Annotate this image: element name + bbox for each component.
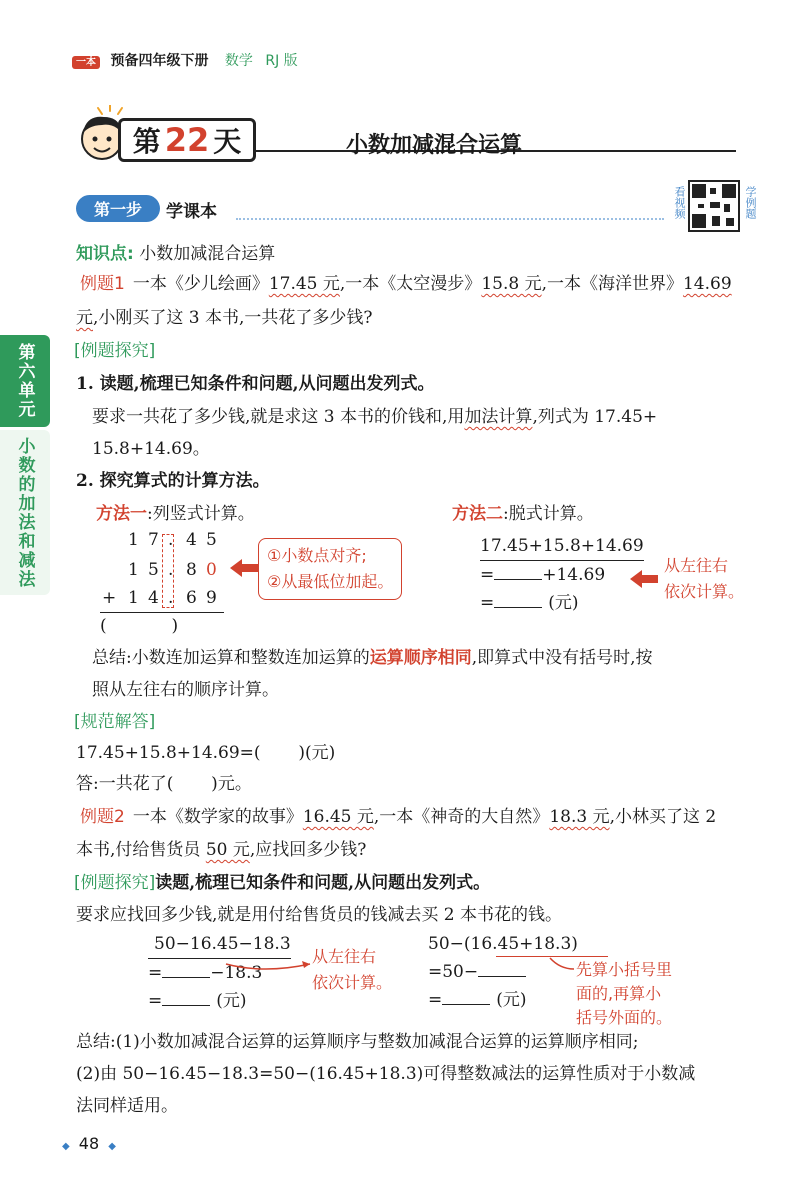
example2-summary-2: (2)由 50−16.45−18.3=50−(16.45+18.3)可得整数减法的运算性质对于小数减 xyxy=(76,1064,696,1084)
method1-note: ①小数点对齐; ②从最低位加起。 xyxy=(258,538,402,600)
brand-badge: 一本 xyxy=(72,56,100,69)
page-number: ◆ 48 ◆ xyxy=(62,1134,116,1153)
method2-note: 从左往右 依次计算。 xyxy=(664,556,745,601)
method2-title: 方法二:脱式计算。 xyxy=(452,504,594,524)
example2-left-note: 从左往右 依次计算。 xyxy=(312,947,393,992)
book-name: 预备四年级下册 xyxy=(110,53,209,69)
left-arrow-icon-2 xyxy=(628,568,660,594)
left-arrow-icon xyxy=(228,557,260,583)
day-prefix: 第 xyxy=(132,125,161,158)
method2-line2: = +14.69 xyxy=(480,565,606,585)
knowledge-point xyxy=(76,242,275,266)
example2-left-expression: 50−16.45−18.3 = −18.3 = (元) xyxy=(148,930,291,1015)
qr-left-text: 看视频 xyxy=(673,186,686,219)
example1-line1: 例题1 一本《少儿绘画》17.45 元,一本《太空漫步》15.8 元,一本《海洋世界》14.69 xyxy=(80,274,732,294)
example1-line2: 元,小刚买了这 3 本书,一共花了多少钱? xyxy=(76,308,373,328)
vertical-dotted-box xyxy=(162,534,174,608)
sidebar-topic-tab: 小数的加法和减法 xyxy=(0,430,50,595)
day-suffix: 天 xyxy=(213,125,242,158)
knowledge-label: 知识点: xyxy=(76,244,134,264)
example1-label: 例题1 xyxy=(80,274,125,294)
method1-title: 方法一:列竖式计算。 xyxy=(96,504,255,524)
sidebar-unit-tab: 第六单元 xyxy=(0,335,50,427)
example2-right-expression: 50−(16.45+18.3) =50− = (元) xyxy=(428,934,578,1010)
step-dotted-rule xyxy=(236,218,664,220)
method2-line1: 17.45+15.8+14.69 xyxy=(480,532,644,561)
vertical-result: ( ) xyxy=(100,616,179,636)
day-title xyxy=(118,118,256,162)
answer-equation: 17.45+15.8+14.69=( )(元) xyxy=(76,743,336,763)
method2-line3: = (元) xyxy=(480,593,579,613)
vertical-sum-line xyxy=(100,612,224,613)
qr-code-icon xyxy=(688,180,740,232)
example2-summary-3: 法同样适用。 xyxy=(76,1096,178,1116)
vertical-addition: 1 7 . 4 5 1 5 . 8 0 + 1 4 . 6 9 ( ) xyxy=(96,530,226,630)
step-label: 学课本 xyxy=(166,202,217,222)
example1-summary: 总结:小数连加运算和整数连加运算的运算顺序相同,即算式中没有括号时,按 xyxy=(92,648,653,668)
example2-label: 例题2 xyxy=(80,807,125,827)
example2-summary-1: 总结:(1)小数加减混合运算的运算顺序与整数加减混合运算的运算顺序相同; xyxy=(76,1032,639,1052)
answer-text: 答:一共花了( )元。 xyxy=(76,774,252,794)
answer-tag: [规范解答] xyxy=(74,712,156,732)
lesson-title: 小数加减混合运算 xyxy=(346,133,523,158)
example1-explore-tag: [例题探究] xyxy=(74,341,156,361)
example2-line1: 例题2 一本《数学家的故事》16.45 元,一本《神奇的大自然》18.3 元,小林买了这 2 xyxy=(80,807,717,827)
right-note-pointer xyxy=(548,956,578,975)
example1-step1-text: 要求一共花了多少钱,就是求这 3 本书的价钱和,用加法计算,列式为 17.45+ xyxy=(92,407,658,427)
step-badge: 第一步 xyxy=(76,195,160,222)
example1-step2-title: 2. 探究算式的计算方法。 xyxy=(76,471,270,491)
example2-line2: 本书,付给售货员 50 元,应找回多少钱? xyxy=(76,840,367,860)
page-header xyxy=(72,50,298,70)
example1-summary-cont: 照从左往右的顺序计算。 xyxy=(92,680,279,700)
day-number: 22 xyxy=(164,121,210,159)
example1-step1-title: 1. 读题,梳理已知条件和问题,从问题出发列式。 xyxy=(76,374,435,394)
knowledge-text: 小数加减混合运算 xyxy=(139,244,276,264)
left-note-pointer xyxy=(224,958,314,978)
method2-expression xyxy=(480,532,644,617)
qr-right-text: 学例题 xyxy=(744,186,757,219)
example2-explore: [例题探究]读题,梳理已知条件和问题,从问题出发列式。 xyxy=(74,873,491,893)
example2-right-note: 先算小括号里 面的,再算小 括号外面的。 xyxy=(576,960,673,1027)
example2-reason: 要求应找回多少钱,就是用付给售货员的钱减去买 2 本书花的钱。 xyxy=(76,905,563,925)
subject-name: 数学 xyxy=(224,53,253,69)
edition-name: RJ 版 xyxy=(265,53,298,69)
example1-step1-cont: 15.8+14.69。 xyxy=(92,439,210,459)
